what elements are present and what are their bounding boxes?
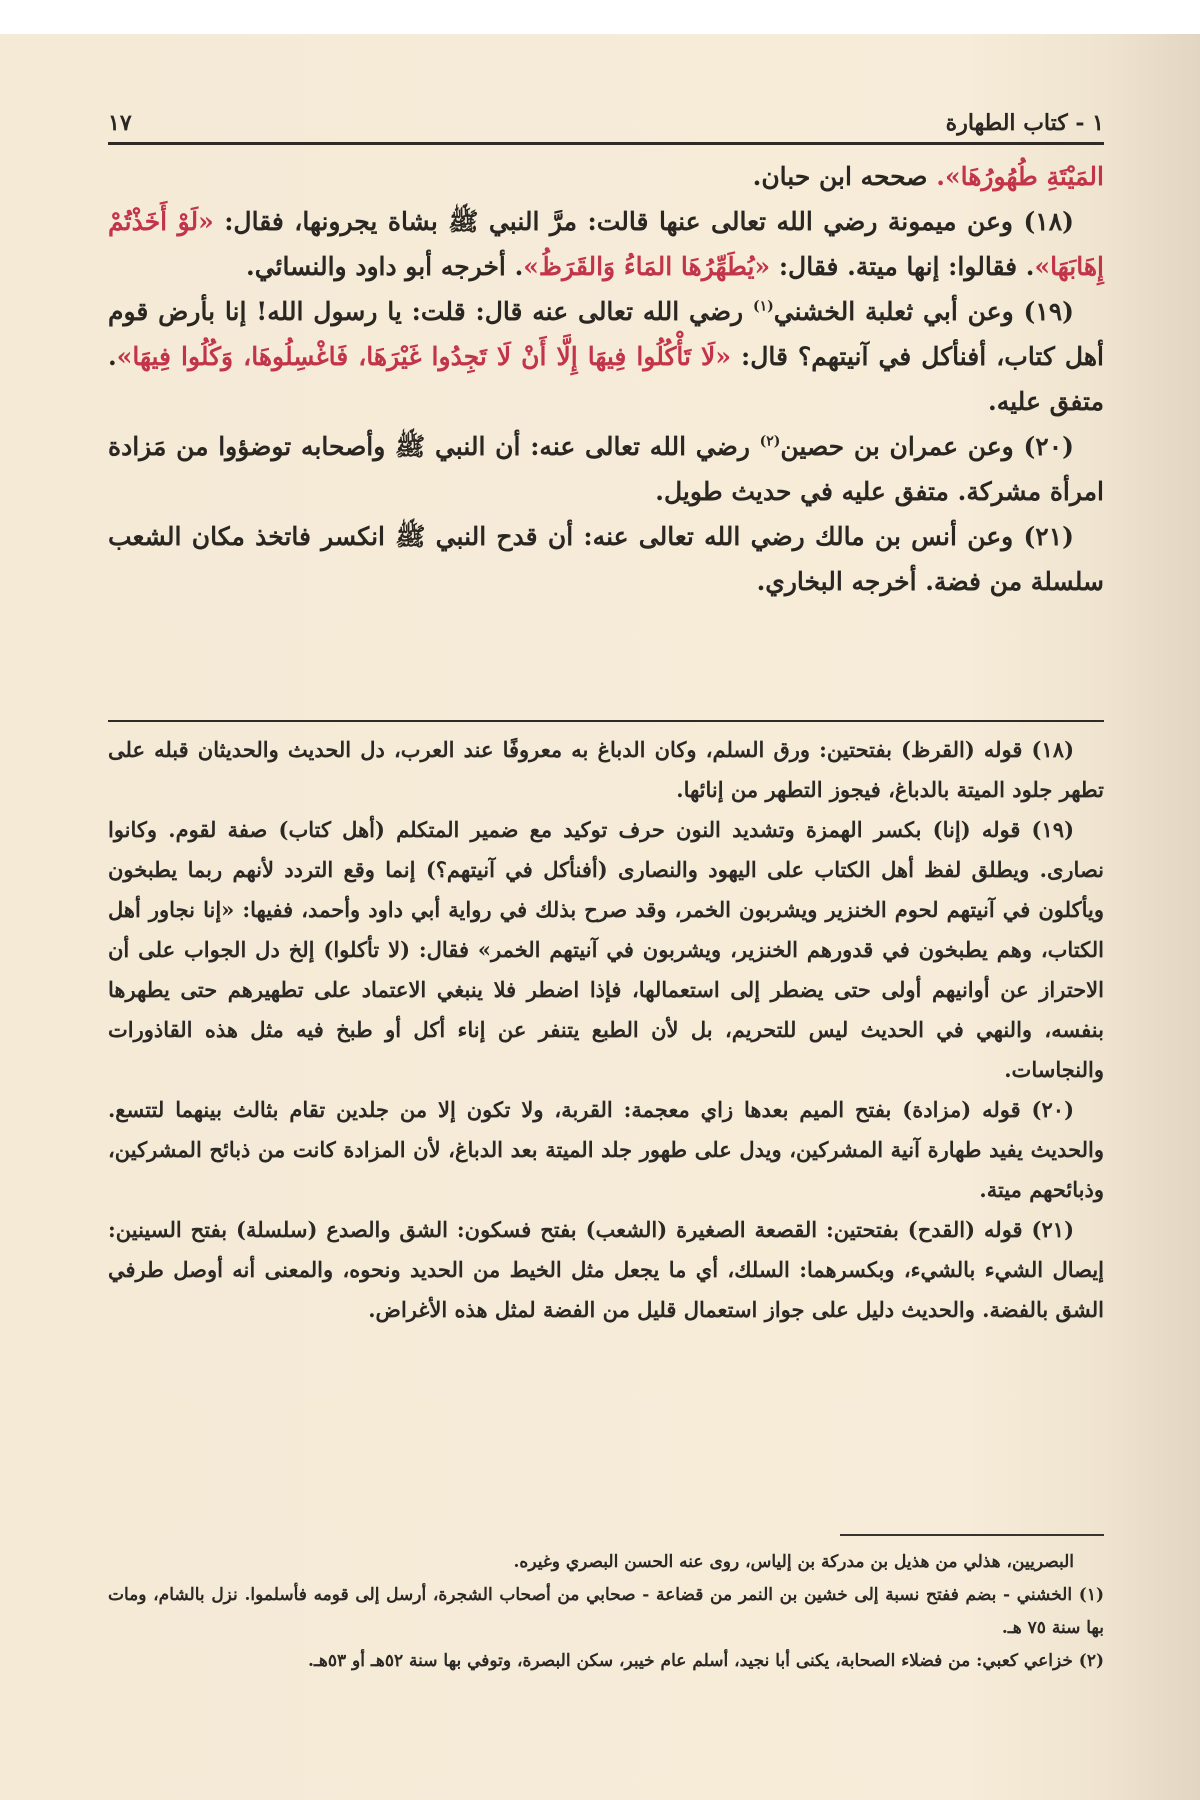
chapter-title: ١ - كتاب الطهارة <box>945 110 1104 136</box>
running-header <box>108 100 1104 136</box>
prophetic-quote: «يُطَهِّرُهَا المَاءُ وَالقَرَظُ» <box>523 252 771 281</box>
book-page <box>0 34 1200 1800</box>
hadith-19: (١٩) وعن أبي ثعلبة الخشني$^{(١)}$ رضي الله تعالى عنه قال: قلت: يا رسول الله! إنا بأرض قوم أهل كتاب، أفنأكل في آنيتهم؟ قال: «لَا تَأْكُلُوا فِيهَا إِلَّا أَنْ لَا تَجِدُوا غَيْرَهَا، فَاغْسِلُوهَا، وَكُلُوا فِيهَا». متفق عليه. <box>108 297 1104 416</box>
commentary-rule <box>108 720 1104 722</box>
footnote-1: (١) الخشني - بضم ففتح نسبة إلى خشين بن النمر من قضاعة - صحابي من أصحاب الشجرة، أرسل إلى قومه فأسلموا. نزل بالشام، ومات بها سنة ٧٥ هـ. <box>108 1585 1104 1638</box>
hadith-18: (١٨) وعن ميمونة رضي الله تعالى عنها قالت: مرَّ النبي ﷺ بشاة يجرونها، فقال: «لَوْ أَخَذْتُمْ إِهَابَهَا». فقالوا: إنها ميتة. فقال: «يُطَهِّرُهَا المَاءُ وَالقَرَظُ». أخرجه أبو داود والنسائي. <box>108 207 1104 281</box>
footnotes <box>108 1546 1104 1678</box>
footnote-ref-2[interactable]: (٢) <box>759 433 781 450</box>
header-rule <box>108 142 1104 145</box>
commentary-19: (١٩) قوله (إنا) بكسر الهمزة وتشديد النون حرف توكيد مع ضمير المتكلم (أهل كتاب) صفة لقوم. وكانوا نصارى. ويطلق لفظ أهل الكتاب على اليهود والنصارى (أفنأكل في آنيتهم؟) إنما وقع التردد لأنهم ربما يطبخون ويأكلون في آنيتهم لحوم الخنزير ويشربون الخمر، وقد صرح بذلك في رواية أبي داود وأحمد، ففيها: «إنا نجاور أهل الكتاب، وهم يطبخون في قدورهم الخنزير، ويشربون في آنيتهم الخمر» فقال: (لا تأكلوا) إلخ دل الجواب على أن الاحتراز عن أوانيهم أولى حتى يضطر إلى استعمالها، فإذا اضطر فلا ينبغي الاعتماد على تطهيرهم حتى يطهرها بنفسه، والنهي في الحديث ليس للتحريم، بل لأن الطبع يتنفر عن إناء أكل أو طبخ فيه مثل هذه القاذورات والنجاسات. <box>108 817 1104 1082</box>
commentary <box>108 730 1104 1330</box>
page-number: ١٧ <box>108 110 132 136</box>
footnote-2: (٢) خزاعي كعبي: من فضلاء الصحابة، يكنى أبا نجيد، أسلم عام خيبر، سكن البصرة، وتوفي بها سنة ٥٢هـ أو ٥٣هـ. <box>307 1651 1104 1671</box>
footnote-continued: البصريين، هذلي من هذيل بن مدركة بن إلياس، روى عنه الحسن البصري وغيره. <box>513 1552 1074 1572</box>
prophetic-quote: «لَا تَأْكُلُوا فِيهَا إِلَّا أَنْ لَا تَجِدُوا غَيْرَهَا، فَاغْسِلُوهَا، وَكُلُوا فِيهَا» <box>116 342 731 371</box>
prophetic-quote: المَيْتَةِ طُهُورُهَا». <box>936 162 1104 191</box>
commentary-18: (١٨) قوله (القرظ) بفتحتين: ورق السلم، وكان الدباغ به معروفًا عند العرب، دل الحديث والحديثان قبله على تطهر جلود الميتة بالدباغ، فيجوز التطهر من إنائها. <box>108 737 1104 802</box>
commentary-21: (٢١) قوله (القدح) بفتحتين: القصعة الصغيرة (الشعب) بفتح فسكون: الشق والصدع (سلسلة) بفتح السينين: إيصال الشيء بالشيء، وبكسرهما: السلك، أي ما يجعل مثل الخيط من الحديد ونحوه، والمعنى أنه أوصل طرفي الشق بالفضة. والحديث دليل على جواز استعمال قليل من الفضة لمثل هذه الأغراض. <box>108 1217 1104 1322</box>
footnote-rule <box>840 1534 1104 1536</box>
prophetic-quote: «لَوْ أَخَذْتُمْ إِهَابَهَا» <box>108 207 1104 281</box>
footnote-ref-1[interactable]: (١) <box>752 298 774 315</box>
main-text <box>108 154 1104 604</box>
hadith-21: (٢١) وعن أنس بن مالك رضي الله تعالى عنه: أن قدح النبي ﷺ انكسر فاتخذ مكان الشعب سلسلة من فضة. أخرجه البخاري. <box>108 522 1104 596</box>
commentary-20: (٢٠) قوله (مزادة) بفتح الميم بعدها زاي معجمة: القربة، ولا تكون إلا من جلدين تقام بثالث بينهما لتتسع. والحديث يفيد طهارة آنية المشركين، ويدل على طهور جلد الميتة بعد الدباغ، لأن المزادة كانت من ذبائح المشركين، وذبائحهم ميتة. <box>108 1097 1104 1202</box>
continued-paragraph: المَيْتَةِ طُهُورُهَا». صححه ابن حبان. <box>752 162 1104 191</box>
hadith-20: (٢٠) وعن عمران بن حصين$^{(٢)}$ رضي الله تعالى عنه: أن النبي ﷺ وأصحابه توضؤوا من مَزادة امرأة مشركة. متفق عليه في حديث طويل. <box>108 432 1104 506</box>
